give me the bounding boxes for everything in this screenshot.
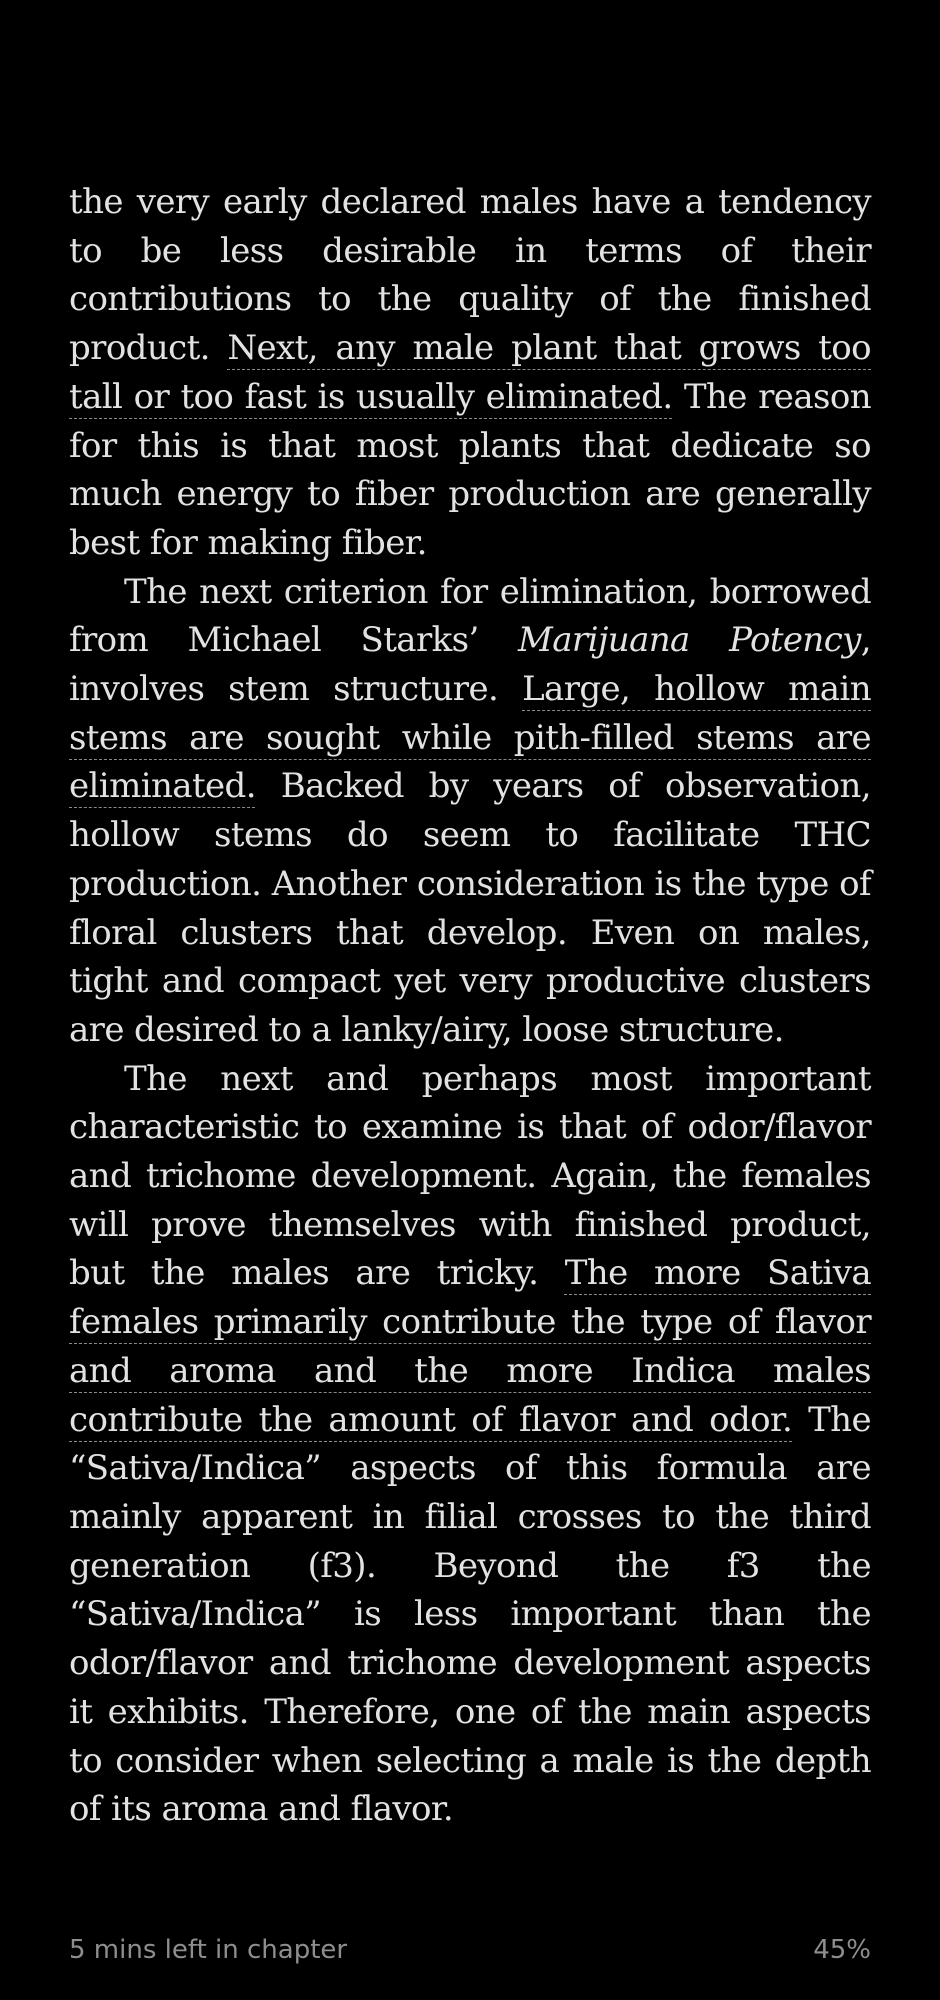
popular-highlight[interactable]: The more Sativa females primarily contribute the type of flavor and aroma and the more Indica males contribute the amount of flavor and odor. [69,1253,871,1440]
text-segment: the very early declared males have a tendency to be less desirable in terms of their contributions to the quality of the finished product. [69,182,871,369]
book-paragraph[interactable] [69,178,871,568]
text-segment: The “Sativa/Indica” aspects of this formula are mainly apparent in filial crosses to the third generation (f3). Beyond the f3 the “Sativa/Indica” is less important than the odor/flavor and trichome development aspects it exhibits. Therefore, one of the main aspects to consider when selecting a male is the depth of its aroma and flavor. [69,1399,872,1830]
popular-highlight[interactable]: Large, hollow main stems are sought while pith-filled stems are eliminated. [69,669,871,807]
reading-progress: 45% [813,1935,871,1965]
book-paragraph[interactable] [69,1055,871,1834]
book-text[interactable] [69,178,871,1834]
text-segment: Backed by years of observation, hollow stems do seem to facilitate THC production. Another consideration is the type of floral clusters that develop. Even on males, tight and compact yet very productive clusters are desired to a lanky/airy, loose structure. [69,766,871,1050]
text-segment: The reason for this is that most plants that dedicate so much energy to fiber production are generally best for making fiber. [69,376,872,563]
time-left-in-chapter: 5 mins left in chapter [69,1935,348,1965]
book-paragraph[interactable] [69,568,871,1055]
text-segment: The next and perhaps most important characteristic to examine is that of odor/flavor and trichome development. Again, the females will prove themselves with finished product, but the males are tricky. [69,1058,871,1294]
popular-highlight[interactable]: Next, any male plant that grows too tall or too fast is usually eliminated. [69,328,871,417]
reader-footer [69,1932,871,1968]
text-segment: The next criterion for elimination, borrowed from Michael Starks’ [69,571,871,661]
italic-book-title: Marijuana Potency [518,620,861,661]
text-segment: , involves stem structure. [69,620,871,710]
